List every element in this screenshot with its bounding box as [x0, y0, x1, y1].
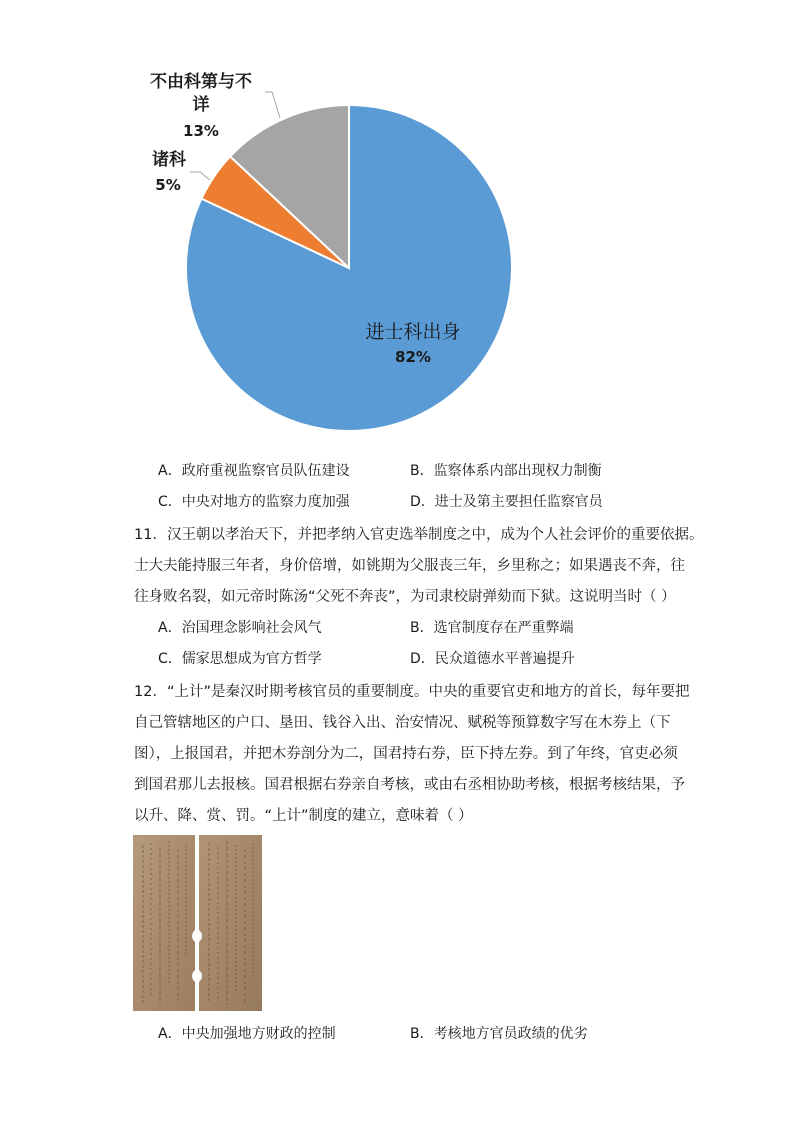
q10-option-c: C．中央对地方的监察力度加强	[158, 494, 350, 510]
wooden-tally-image	[133, 835, 262, 1011]
pie-value-jinshi: 82%	[395, 348, 431, 366]
pie-value-other: 13%	[183, 122, 219, 140]
q11-option-d: D．民众道德水平普遍提升	[410, 651, 575, 667]
q11-option-b: B．选官制度存在严重弊端	[410, 620, 574, 636]
q11-stem-line: 往身败名裂，如元帝时陈汤“父死不奔丧”，为司隶校尉弹劾而下狱。这说明当时（ ）	[134, 589, 676, 605]
q10-option-a: A．政府重视监察官员队伍建设	[158, 463, 350, 479]
pie-label-other-line1: 不由科第与不	[150, 72, 252, 92]
pie-chart	[0, 0, 794, 450]
q12-stem	[134, 677, 690, 832]
q11-option-a: A．治国理念影响社会风气	[158, 620, 322, 636]
pie-value-zhuke: 5%	[155, 176, 181, 194]
q12-stem-line: 12．“上计”是秦汉时期考核官员的重要制度。中央的重要官吏和地方的首长，每年要把	[134, 684, 690, 700]
pie-label-jinshi: 进士科出身	[365, 321, 461, 343]
pie-label-zhuke: 诸科	[152, 150, 186, 170]
pie-label-other-line2: 详	[192, 95, 210, 115]
leader-line-zhuke	[190, 172, 210, 180]
q12-stem-line: 自己管辖地区的户口、垦田、钱谷入出、治安情况、赋税等预算数字写在木券上（下	[134, 715, 671, 731]
q11-stem-line: 11．汉王朝以孝治天下，并把孝纳入官吏选举制度之中，成为个人社会评价的重要依据。	[134, 527, 704, 543]
leader-line-other	[265, 92, 280, 118]
q12-stem-line: 以升、降、赏、罚。“上计”制度的建立，意味着（ ）	[134, 808, 473, 824]
q12-stem-line: 图），上报国君，并把木券剖分为二，国君持右券，臣下持左券。到了年终，官吏必须	[134, 746, 678, 762]
q12-stem-line: 到国君那儿去报核。国君根据右券亲自考核，或由右丞相协助考核，根据考核结果，予	[134, 777, 685, 793]
pie-slices	[186, 105, 512, 431]
q10-option-b: B．监察体系内部出现权力制衡	[410, 463, 602, 479]
q11-option-c: C．儒家思想成为官方哲学	[158, 651, 322, 667]
q10-option-d: D．进士及第主要担任监察官员	[410, 494, 603, 510]
q12-option-a: A．中央加强地方财政的控制	[158, 1026, 336, 1042]
q11-stem	[134, 520, 704, 613]
q11-stem-line: 士大夫能持服三年者，身价倍增，如铫期为父服丧三年，乡里称之；如果遇丧不奔，往	[134, 558, 685, 574]
q12-option-b: B．考核地方官员政绩的优劣	[410, 1026, 588, 1042]
